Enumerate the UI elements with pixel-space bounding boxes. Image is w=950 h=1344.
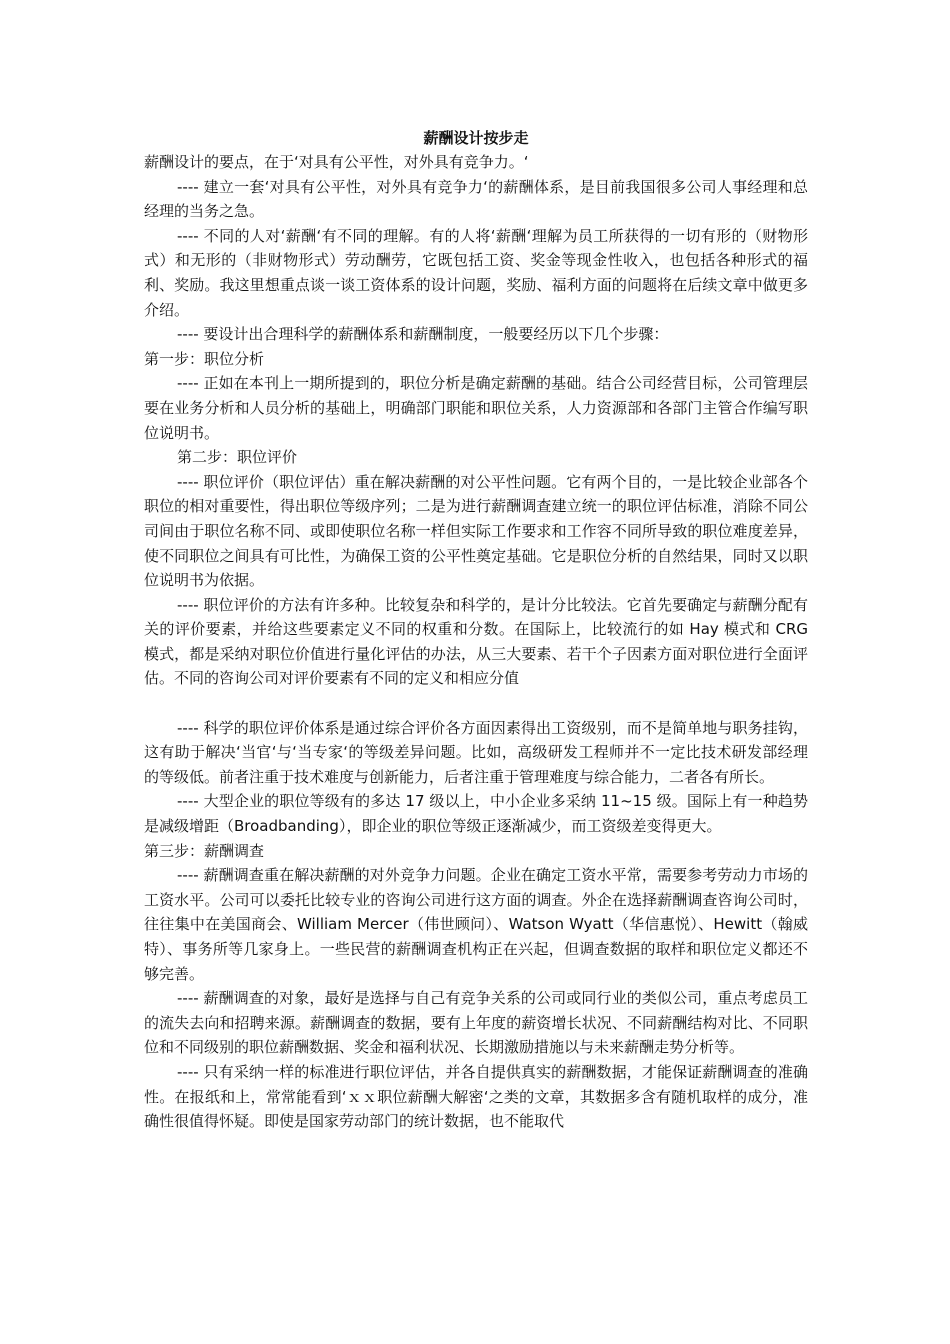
paragraph: ---- 职位评价的方法有许多种。比较复杂和科学的，是计分比较法。它首先要确定与薪酬分配有关的评价要素，并给这些要素定义不同的权重和分数。在国际上，比较流行的如 Hay 模式和 CRG 模式，都是采纳对职位价值进行量化评估的办法，从三大要素、若干个子因素方面对职位进行全面评估。不同的咨询公司对评价要素有不同的定义和相应分值 xyxy=(144,595,808,688)
section-heading-step-1: 第一步：职位分析 xyxy=(144,349,265,368)
paragraph: ---- 科学的职位评价体系是通过综合评价各方面因素得出工资级别，而不是简单地与职务挂钩，这有助于解决‘当官‘与‘当专家‘的等级差异问题。比如，高级研发工程师并不一定比技术研发部经理的等级低。前者注重于技术难度与创新能力，后者注重于管理难度与综合能力，二者各有所长。 xyxy=(144,718,808,786)
blank-line xyxy=(144,691,808,716)
section-heading-step-3: 第三步：薪酬调查 xyxy=(144,841,265,860)
paragraph: ---- 职位评价（职位评估）重在解决薪酬的对公平性问题。它有两个目的，一是比较企业部各个职位的相对重要性，得出职位等级序列；二是为进行薪酬调查建立统一的职位评估标准，消除不同公司间由于职位名称不同、或即使职位名称一样但实际工作要求和工作容不同所导致的职位难度差异，使不同职位之间具有可比性，为确保工资的公平性奠定基础。它是职位分析的自然结果，同时又以职位说明书为依据。 xyxy=(144,472,808,590)
paragraph: ---- 薪酬调查的对象，最好是选择与自己有竞争关系的公司或同行业的类似公司，重点考虑员工的流失去向和招聘来源。薪酬调查的数据，要有上年度的薪资增长状况、不同薪酬结构对比、不同职位和不同级别的职位薪酬数据、奖金和福利状况、长期激励措施以与未来薪酬走势分析等。 xyxy=(144,989,808,1057)
paragraph: ---- 大型企业的职位等级有的多达 17 级以上，中小企业多采纳 11~15 级。国际上有一种趋势是减级增距（Broadbanding），即企业的职位等级正逐渐减少，而工资级差变得更大。 xyxy=(144,792,808,836)
paragraph: ---- 要设计出合理科学的薪酬体系和薪酬制度，一般要经历以下几个步骤： xyxy=(177,325,669,344)
section-heading-step-2: 第二步：职位评价 xyxy=(177,448,298,467)
paragraph-intro: 薪酬设计的要点，在于‘对具有公平性，对外具有竞争力。‘ xyxy=(144,153,529,171)
paragraph: ---- 正如在本刊上一期所提到的，职位分析是确定薪酬的基础。结合公司经营目标，公司管理层要在业务分析和人员分析的基础上，明确部门职能和职位关系，人力资源部和各部门主管合作编写职位说明书。 xyxy=(144,374,808,442)
paragraph: ---- 只有采纳一样的标准进行职位评估，并各自提供真实的薪酬数据，才能保证薪酬调查的准确性。在报纸和上，常常能看到‘ｘｘ职位薪酬大解密‘之类的文章，其数据多含有随机取样的成分，准确性很值得怀疑。即使是国家劳动部门的统计数据，也不能取代 xyxy=(144,1062,808,1131)
document-title: 薪酬设计按步走 xyxy=(423,129,529,147)
paragraph: ---- 薪酬调查重在解决薪酬的对外竞争力问题。企业在确定工资水平常，需要参考劳动力市场的工资水平。公司可以委托比较专业的咨询公司进行这方面的调查。外企在选择薪酬调查咨询公司时，往往集中在美国商会、William Mercer（伟世顾问）、Watson Wyatt（华信惠悦）、Hewitt（翰威特）、事务所等几家身上。一些民营的薪酬调查机构正在兴起，但调查数据的取样和职位定义都还不够完善。 xyxy=(144,866,808,983)
paragraph: ---- 不同的人对‘薪酬‘有不同的理解。有的人将‘薪酬‘理解为员工所获得的一切有形的（财物形式）和无形的（非财物形式）劳动酬劳，它既包括工资、奖金等现金性收入，也包括各种形式的福利、奖励。我这里想重点谈一谈工资体系的设计问题，奖励、福利方面的问题将在后续文章中做更多介绍。 xyxy=(144,226,808,319)
paragraph: ---- 建立一套‘对具有公平性，对外具有竞争力‘的薪酬体系，是目前我国很多公司人事经理和总经理的当务之急。 xyxy=(144,177,808,221)
document-page xyxy=(144,128,808,1134)
